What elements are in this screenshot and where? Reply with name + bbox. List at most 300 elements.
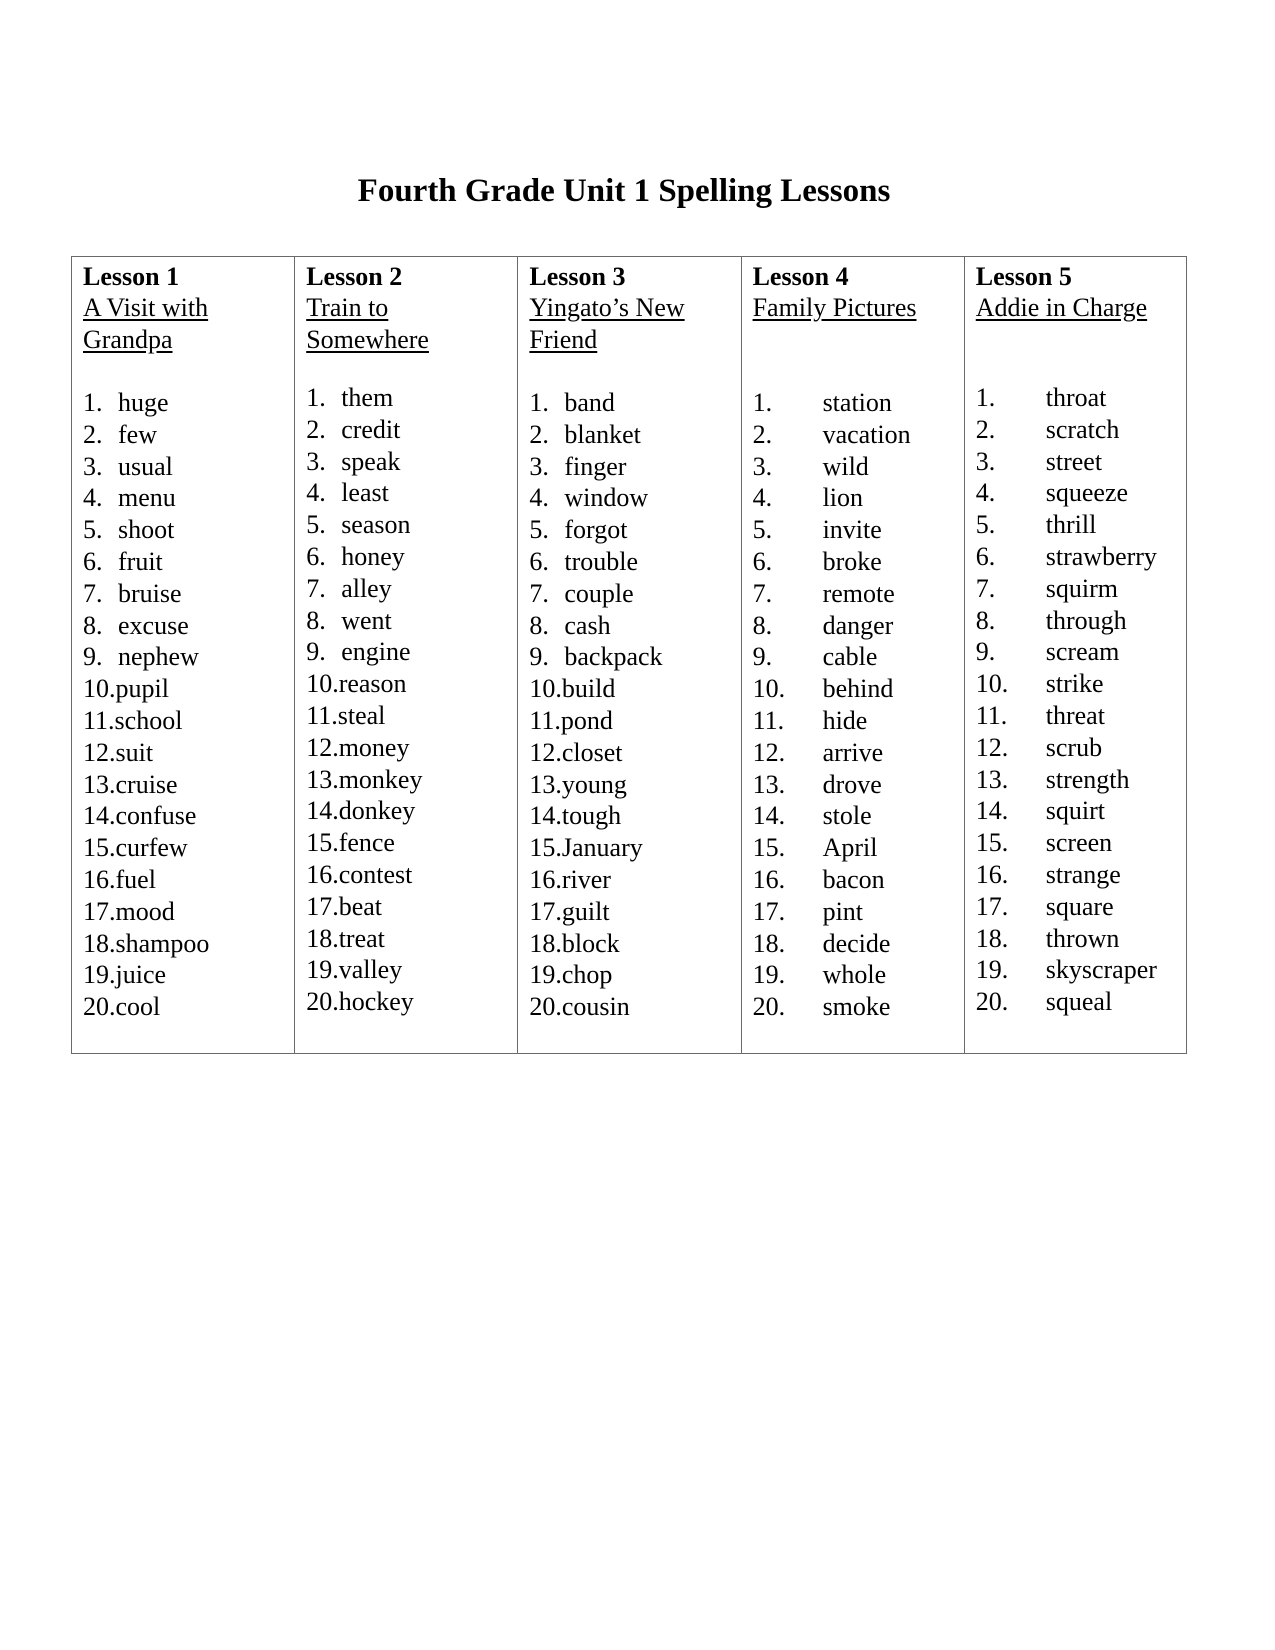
word-item xyxy=(753,451,911,483)
spelling-word: wild xyxy=(822,451,869,481)
story-title xyxy=(976,292,1188,388)
word-number: 13. xyxy=(83,769,116,799)
spelling-word: reason xyxy=(338,669,407,699)
spelling-word: juice xyxy=(115,960,167,990)
story-title-line2: Friend xyxy=(529,325,598,354)
word-item xyxy=(753,737,911,769)
spelling-word: broke xyxy=(822,546,882,576)
spelling-word: few xyxy=(118,419,157,449)
word-number: 5. xyxy=(83,515,103,545)
spelling-word: decide xyxy=(822,928,891,958)
word-number: 8. xyxy=(752,610,773,640)
story-title xyxy=(306,292,517,388)
word-list xyxy=(306,382,422,1018)
spelling-word: steal xyxy=(337,700,386,730)
spelling-word: trouble xyxy=(564,546,639,576)
word-number: 5. xyxy=(752,515,773,545)
spelling-word: street xyxy=(1045,446,1103,476)
spelling-word: strawberry xyxy=(1045,541,1157,571)
spelling-word: finger xyxy=(564,451,627,481)
word-item xyxy=(753,514,911,546)
word-item xyxy=(83,641,209,673)
spelling-word: school xyxy=(114,705,183,735)
spelling-word: chop xyxy=(561,960,613,990)
spelling-word: block xyxy=(561,928,620,958)
story-title xyxy=(753,292,964,388)
word-item xyxy=(976,764,1157,796)
story-title-line1: A Visit with xyxy=(83,293,209,322)
word-number: 3. xyxy=(306,446,326,476)
word-number: 11. xyxy=(752,705,785,735)
spelling-word: square xyxy=(1045,891,1114,921)
word-number: 11. xyxy=(83,705,115,735)
spelling-word: danger xyxy=(822,610,894,640)
word-number: 15. xyxy=(975,828,1009,858)
word-item xyxy=(306,891,422,923)
spelling-word: lion xyxy=(822,483,864,513)
spelling-word: through xyxy=(1045,605,1127,635)
word-item xyxy=(529,769,662,801)
word-item xyxy=(306,636,422,668)
word-item xyxy=(83,578,209,610)
story-title-line1: Family Pictures xyxy=(752,293,917,322)
spelling-word: drove xyxy=(822,769,882,799)
word-number: 8. xyxy=(306,605,326,635)
spelling-word: contest xyxy=(338,859,413,889)
word-number: 13. xyxy=(975,764,1009,794)
word-item xyxy=(753,482,911,514)
word-item xyxy=(976,859,1157,891)
spelling-word: throat xyxy=(1045,383,1107,412)
word-number: 7. xyxy=(975,573,996,603)
word-number: 4. xyxy=(975,478,996,508)
word-number: 19. xyxy=(975,955,1009,985)
word-item xyxy=(976,891,1157,923)
spelling-word: pint xyxy=(822,896,864,926)
spelling-word: strength xyxy=(1045,764,1130,794)
word-item xyxy=(83,769,209,801)
spelling-word: cousin xyxy=(561,992,630,1022)
word-number: 2. xyxy=(306,414,326,444)
word-number: 5. xyxy=(306,510,326,540)
word-number: 11. xyxy=(529,705,561,735)
spelling-word: menu xyxy=(118,483,176,513)
word-item xyxy=(83,800,209,832)
word-item xyxy=(753,800,911,832)
word-number: 2. xyxy=(975,414,996,444)
story-title-line2: Somewhere xyxy=(306,325,429,354)
word-number: 19. xyxy=(83,960,116,990)
word-item xyxy=(976,986,1157,1018)
spelling-word: alley xyxy=(341,573,392,603)
spelling-word: monkey xyxy=(338,764,423,794)
word-item xyxy=(529,546,662,578)
spelling-word: squirt xyxy=(1045,796,1105,826)
spelling-word: arrive xyxy=(822,737,884,767)
spelling-word: season xyxy=(341,510,411,540)
word-item xyxy=(753,387,911,419)
word-item xyxy=(306,509,422,541)
spelling-word: hockey xyxy=(338,987,414,1017)
lesson-heading: Lesson 3 xyxy=(529,262,626,291)
word-item xyxy=(306,414,422,446)
word-item xyxy=(306,986,422,1018)
word-item xyxy=(306,573,422,605)
word-item xyxy=(83,546,209,578)
word-item xyxy=(753,991,911,1023)
story-title-line1: Addie in Charge xyxy=(975,293,1148,322)
word-number: 17. xyxy=(306,891,339,921)
spelling-word: skyscraper xyxy=(1045,955,1157,985)
word-item xyxy=(529,578,662,610)
word-number: 12. xyxy=(529,737,562,767)
word-item xyxy=(83,991,209,1023)
word-number: 3. xyxy=(752,451,773,481)
spelling-word: station xyxy=(822,388,892,417)
word-item xyxy=(83,514,209,546)
spelling-word: couple xyxy=(564,578,634,608)
word-number: 2. xyxy=(529,419,549,449)
word-item xyxy=(529,737,662,769)
word-number: 3. xyxy=(83,451,103,481)
word-number: 15. xyxy=(752,833,786,863)
spelling-word: engine xyxy=(341,637,411,667)
word-item xyxy=(83,928,209,960)
word-number: 20. xyxy=(306,987,339,1017)
spelling-word: forgot xyxy=(564,515,628,545)
word-number: 14. xyxy=(975,796,1009,826)
word-item xyxy=(306,923,422,955)
spelling-word: least xyxy=(341,478,389,508)
word-item xyxy=(976,923,1157,955)
word-number: 19. xyxy=(306,955,339,985)
word-number: 10. xyxy=(752,674,786,704)
word-number: 15. xyxy=(306,828,339,858)
word-item xyxy=(976,446,1157,478)
word-number: 7. xyxy=(83,578,103,608)
spelling-word: hide xyxy=(822,705,868,735)
lesson-column-4 xyxy=(742,257,965,1053)
word-number: 9. xyxy=(306,637,326,667)
word-item xyxy=(976,795,1157,827)
word-item xyxy=(529,800,662,832)
word-number: 4. xyxy=(306,478,326,508)
word-number: 11. xyxy=(975,700,1008,730)
word-number: 1. xyxy=(306,383,326,412)
spelling-word: valley xyxy=(338,955,403,985)
spelling-word: fence xyxy=(338,828,395,858)
spelling-word: strike xyxy=(1045,669,1104,699)
word-number: 15. xyxy=(83,833,116,863)
word-number: 14. xyxy=(83,801,116,831)
story-title xyxy=(529,292,740,388)
word-number: 17. xyxy=(752,896,786,926)
word-item xyxy=(83,387,209,419)
word-item xyxy=(529,864,662,896)
word-item xyxy=(529,896,662,928)
word-number: 6. xyxy=(529,546,549,576)
word-item xyxy=(529,514,662,546)
word-number: 12. xyxy=(306,732,339,762)
spelling-word: tough xyxy=(561,801,622,831)
spelling-word: smoke xyxy=(822,992,891,1022)
word-number: 14. xyxy=(306,796,339,826)
word-number: 18. xyxy=(306,923,339,953)
word-item xyxy=(83,451,209,483)
spelling-word: treat xyxy=(338,923,385,953)
word-number: 16. xyxy=(752,864,786,894)
word-number: 16. xyxy=(975,859,1009,889)
word-item xyxy=(83,482,209,514)
spelling-word: band xyxy=(564,388,615,417)
word-item xyxy=(83,419,209,451)
spelling-word: beat xyxy=(338,891,382,921)
word-item xyxy=(83,896,209,928)
lesson-column-2 xyxy=(295,257,518,1053)
spelling-word: them xyxy=(341,383,394,412)
word-item xyxy=(306,382,422,414)
word-number: 8. xyxy=(83,610,103,640)
word-item xyxy=(753,546,911,578)
word-number: 20. xyxy=(529,992,562,1022)
word-number: 13. xyxy=(306,764,339,794)
word-number: 18. xyxy=(975,923,1009,953)
word-number: 6. xyxy=(83,546,103,576)
word-item xyxy=(753,959,911,991)
word-item xyxy=(976,954,1157,986)
word-number: 13. xyxy=(752,769,786,799)
word-number: 6. xyxy=(752,546,773,576)
word-number: 18. xyxy=(83,928,116,958)
word-item xyxy=(976,509,1157,541)
spelling-word: cool xyxy=(115,992,161,1022)
word-item xyxy=(83,610,209,642)
word-item xyxy=(753,864,911,896)
word-item xyxy=(529,705,662,737)
spelling-word: squeal xyxy=(1045,987,1113,1017)
word-item xyxy=(83,705,209,737)
word-list xyxy=(753,387,911,1023)
word-number: 20. xyxy=(975,987,1009,1017)
spelling-word: cash xyxy=(564,610,611,640)
spelling-word: build xyxy=(561,674,616,704)
spelling-word: strange xyxy=(1045,859,1121,889)
word-list xyxy=(529,387,662,1023)
spelling-word: speak xyxy=(341,446,401,476)
spelling-word: window xyxy=(564,483,649,513)
word-number: 8. xyxy=(975,605,996,635)
word-item xyxy=(753,419,911,451)
word-item xyxy=(306,541,422,573)
spelling-word: huge xyxy=(118,388,169,417)
word-number: 11. xyxy=(306,700,338,730)
word-number: 8. xyxy=(529,610,549,640)
word-number: 18. xyxy=(529,928,562,958)
spelling-word: April xyxy=(822,833,878,863)
spelling-word: fuel xyxy=(115,864,156,894)
word-item xyxy=(529,387,662,419)
word-number: 2. xyxy=(752,419,773,449)
spelling-word: donkey xyxy=(338,796,416,826)
word-number: 19. xyxy=(752,960,786,990)
word-item xyxy=(529,610,662,642)
word-number: 10. xyxy=(529,674,562,704)
word-number: 6. xyxy=(306,541,326,571)
word-item xyxy=(753,641,911,673)
word-number: 2. xyxy=(83,419,103,449)
word-item xyxy=(83,959,209,991)
word-number: 7. xyxy=(529,578,549,608)
word-number: 17. xyxy=(529,896,562,926)
story-title-line2: Grandpa xyxy=(83,325,173,354)
word-number: 14. xyxy=(752,801,786,831)
word-number: 5. xyxy=(975,510,996,540)
word-number: 1. xyxy=(83,388,103,417)
spelling-word: bruise xyxy=(118,578,182,608)
spelling-table xyxy=(71,256,1187,1054)
spelling-word: January xyxy=(561,833,643,863)
lesson-column-5 xyxy=(965,257,1188,1053)
word-number: 1. xyxy=(529,388,549,417)
word-item xyxy=(83,673,209,705)
spelling-word: stole xyxy=(822,801,872,831)
story-title xyxy=(83,292,294,388)
word-number: 3. xyxy=(975,446,996,476)
word-number: 12. xyxy=(975,732,1009,762)
story-title-line1: Train to xyxy=(306,293,389,322)
word-item xyxy=(529,991,662,1023)
word-item xyxy=(306,732,422,764)
word-item xyxy=(976,382,1157,414)
word-item xyxy=(306,795,422,827)
spelling-word: nephew xyxy=(118,642,199,672)
word-item xyxy=(753,673,911,705)
word-number: 15. xyxy=(529,833,562,863)
word-item xyxy=(529,451,662,483)
word-number: 18. xyxy=(752,928,786,958)
word-number: 10. xyxy=(306,669,339,699)
word-item xyxy=(83,832,209,864)
word-number: 9. xyxy=(975,637,996,667)
spelling-word: money xyxy=(338,732,410,762)
spelling-word: scratch xyxy=(1045,414,1120,444)
spelling-word: fruit xyxy=(118,546,163,576)
word-item xyxy=(529,673,662,705)
word-number: 19. xyxy=(529,960,562,990)
word-list xyxy=(83,387,209,1023)
word-item xyxy=(976,636,1157,668)
spelling-word: remote xyxy=(822,578,895,608)
spelling-word: cruise xyxy=(115,769,178,799)
spelling-word: river xyxy=(561,864,611,894)
word-item xyxy=(83,737,209,769)
word-number: 9. xyxy=(83,642,103,672)
spelling-word: usual xyxy=(118,451,173,481)
spelling-word: scream xyxy=(1045,637,1120,667)
word-number: 3. xyxy=(529,451,549,481)
word-item xyxy=(753,928,911,960)
word-number: 9. xyxy=(752,642,773,672)
word-number: 16. xyxy=(306,859,339,889)
word-number: 1. xyxy=(975,383,996,412)
word-number: 1. xyxy=(752,388,773,417)
word-item xyxy=(753,578,911,610)
spelling-word: honey xyxy=(341,541,405,571)
word-number: 10. xyxy=(975,669,1009,699)
word-item xyxy=(976,827,1157,859)
spelling-word: curfew xyxy=(115,833,188,863)
word-number: 20. xyxy=(83,992,116,1022)
word-item xyxy=(753,832,911,864)
word-item xyxy=(753,705,911,737)
word-number: 12. xyxy=(83,737,116,767)
spelling-word: guilt xyxy=(561,896,610,926)
spelling-word: thrown xyxy=(1045,923,1120,953)
word-list xyxy=(976,382,1157,1018)
word-item xyxy=(529,928,662,960)
lesson-heading: Lesson 2 xyxy=(306,262,403,291)
word-item xyxy=(306,954,422,986)
spelling-word: cable xyxy=(822,642,878,672)
word-item xyxy=(753,769,911,801)
spelling-word: shampoo xyxy=(115,928,210,958)
spelling-word: squeeze xyxy=(1045,478,1129,508)
word-item xyxy=(976,477,1157,509)
spelling-word: squirm xyxy=(1045,573,1118,603)
word-item xyxy=(306,827,422,859)
word-number: 16. xyxy=(83,864,116,894)
spelling-word: behind xyxy=(822,674,894,704)
word-item xyxy=(529,959,662,991)
spelling-word: young xyxy=(561,769,627,799)
spelling-word: vacation xyxy=(822,419,911,449)
lesson-heading: Lesson 1 xyxy=(83,262,180,291)
word-item xyxy=(529,419,662,451)
word-item xyxy=(306,477,422,509)
word-item xyxy=(306,668,422,700)
lesson-column-1 xyxy=(72,257,295,1053)
spelling-word: scrub xyxy=(1045,732,1103,762)
spelling-word: went xyxy=(341,605,392,635)
spelling-word: mood xyxy=(115,896,175,926)
spelling-word: screen xyxy=(1045,828,1113,858)
spelling-word: blanket xyxy=(564,419,641,449)
word-number: 14. xyxy=(529,801,562,831)
word-number: 20. xyxy=(752,992,786,1022)
word-number: 9. xyxy=(529,642,549,672)
word-item xyxy=(529,641,662,673)
lesson-heading: Lesson 5 xyxy=(975,262,1072,291)
story-title-line1: Yingato’s New xyxy=(529,293,685,322)
word-item xyxy=(753,610,911,642)
word-number: 7. xyxy=(752,578,773,608)
lesson-heading: Lesson 4 xyxy=(752,262,849,291)
word-item xyxy=(976,732,1157,764)
word-number: 13. xyxy=(529,769,562,799)
page-title: Fourth Grade Unit 1 Spelling Lessons xyxy=(357,173,891,209)
spelling-word: bacon xyxy=(822,864,885,894)
word-item xyxy=(306,700,422,732)
word-item xyxy=(306,605,422,637)
word-number: 12. xyxy=(752,737,786,767)
word-number: 16. xyxy=(529,864,562,894)
word-number: 4. xyxy=(752,483,773,513)
spelling-word: thrill xyxy=(1045,510,1097,540)
word-item xyxy=(976,573,1157,605)
word-number: 4. xyxy=(83,483,103,513)
spelling-word: shoot xyxy=(118,515,175,545)
spelling-word: excuse xyxy=(118,610,189,640)
